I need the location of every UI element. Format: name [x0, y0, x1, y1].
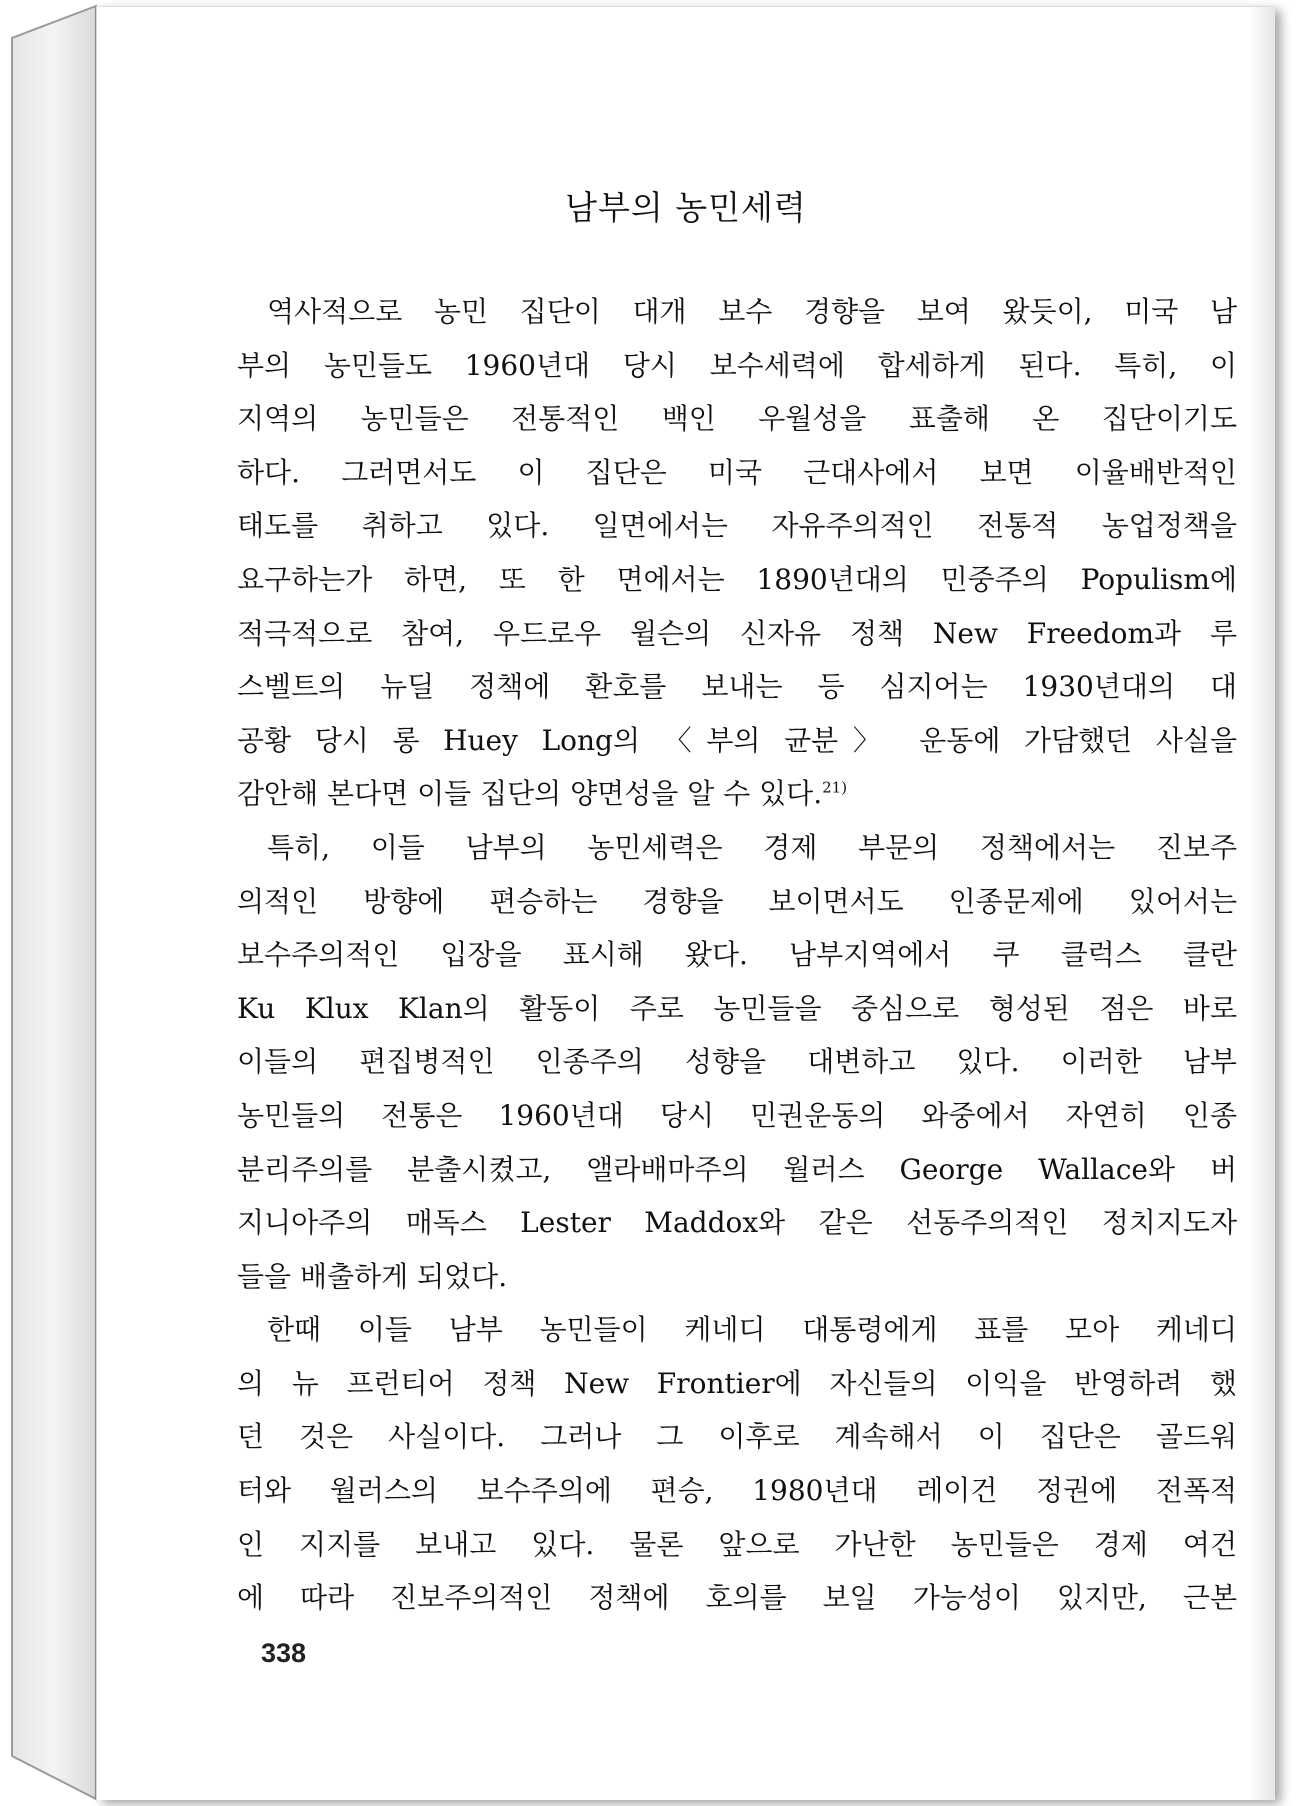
text-line: 태도를 취하고 있다. 일면에서는 자유주의적인 전통적 농업정책을 [237, 509, 1237, 543]
text-line: 인 지지를 보내고 있다. 물론 앞으로 가난한 농민들은 경제 여건 [237, 1527, 1237, 1561]
text-line: 지역의 농민들은 전통적인 백인 우월성을 표출해 온 집단이기도 [237, 402, 1237, 436]
text-line: 하다. 그러면서도 이 집단은 미국 근대사에서 보면 이율배반적인 [237, 455, 1237, 489]
body-text [237, 285, 1237, 1625]
text-line: 터와 월러스의 보수주의에 편승, 1980년대 레이건 정권에 전폭적 [237, 1474, 1237, 1508]
text-line: 한때 이들 남부 농민들이 케네디 대통령에게 표를 모아 케네디 [267, 1313, 1237, 1347]
text-line: 공황 당시 롱 Huey Long의 〈부의 균분〉 운동에 가담했던 사실을 [237, 723, 1237, 757]
text-line-with-footnote [237, 767, 1237, 821]
text-line: 감안해 본다면 이들 집단의 양면성을 알 수 있다. [237, 777, 823, 811]
text-line: 이들의 편집병적인 인종주의 성향을 대변하고 있다. 이러한 남부 [237, 1045, 1237, 1079]
page-edge-shadow [1249, 7, 1275, 1800]
text-line: 들을 배출하게 되었다. [237, 1259, 508, 1293]
text-line: 부의 농민들도 1960년대 당시 보수세력에 합세하게 된다. 특히, 이 [237, 348, 1237, 382]
text-line: 적극적으로 참여, 우드로우 윌슨의 신자유 정책 New Freedom과 루 [237, 616, 1237, 650]
text-line: 에 따라 진보주의적인 정책에 호의를 보일 가능성이 있지만, 근본 [237, 1581, 1237, 1615]
text-line: 보수주의적인 입장을 표시해 왔다. 남부지역에서 쿠 클럭스 클란 [237, 938, 1237, 972]
text-line: 농민들의 전통은 1960년대 당시 민권운동의 와중에서 자연히 인종 [237, 1098, 1237, 1132]
page [96, 6, 1275, 1800]
text-line: 지니아주의 매독스 Lester Maddox와 같은 선동주의적인 정치지도자 [237, 1206, 1237, 1240]
text-line: 요구하는가 하면, 또 한 면에서는 1890년대의 민중주의 Populism에 [237, 562, 1237, 596]
text-line: Ku Klux Klan의 활동이 주로 농민들을 중심으로 형성된 점은 바로 [237, 991, 1237, 1025]
text-line: 특히, 이들 남부의 농민세력은 경제 부문의 정책에서는 진보주 [267, 830, 1237, 864]
section-title: 남부의 농민세력 [565, 188, 807, 227]
text-line: 분리주의를 분출시켰고, 앨라배마주의 월러스 George Wallace와 버 [237, 1152, 1237, 1186]
footnote-reference[interactable]: 21) [822, 779, 848, 798]
text-line: 던 것은 사실이다. 그러나 그 이후로 계속해서 이 집단은 골드워 [237, 1420, 1237, 1454]
text-line: 역사적으로 농민 집단이 대개 보수 경향을 보여 왔듯이, 미국 남 [267, 295, 1237, 328]
page-number: 338 [261, 1638, 307, 1668]
text-line: 의적인 방향에 편승하는 경향을 보이면서도 인종문제에 있어서는 [237, 884, 1237, 918]
text-line: 스벨트의 뉴딜 정책에 환호를 보내는 등 심지어는 1930년대의 대 [237, 670, 1237, 704]
text-line: 의 뉴 프런티어 정책 New Frontier에 자신들의 이익을 반영하려 했 [237, 1366, 1237, 1400]
